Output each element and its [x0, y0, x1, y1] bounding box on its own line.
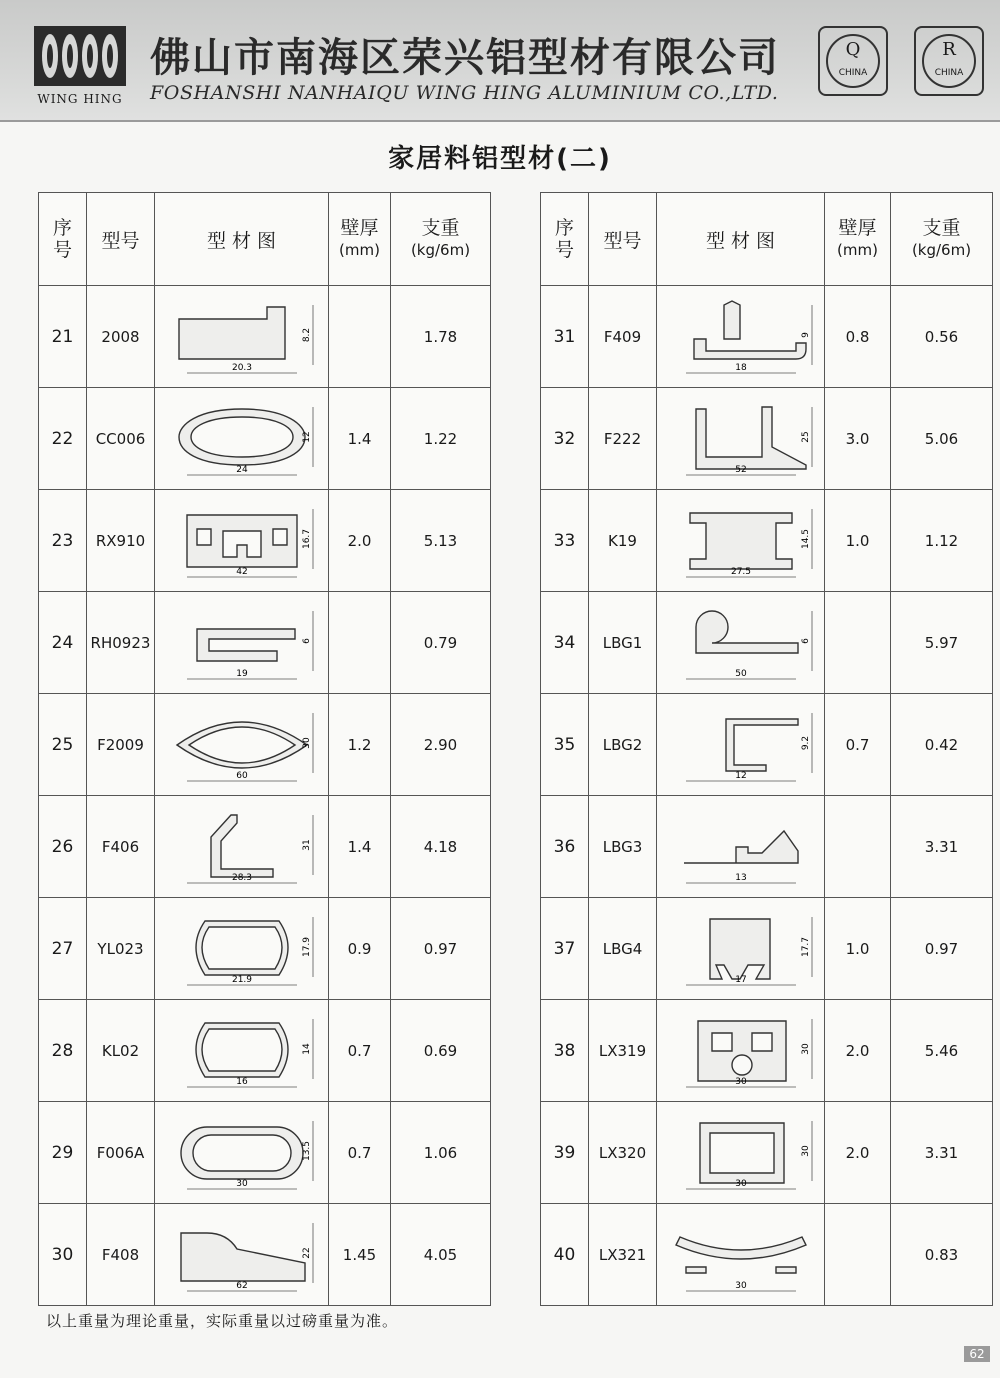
col-drawing: 型 材 图: [657, 193, 825, 286]
cell-model: K19: [589, 490, 657, 592]
logo-text: WING HING: [37, 92, 123, 106]
dimension-label: 30: [800, 1042, 811, 1055]
dimension-label: 6: [800, 637, 811, 644]
table-row: [39, 796, 491, 898]
cell-model: LBG3: [589, 796, 657, 898]
profile-outline: [196, 921, 288, 975]
cell-model: F409: [589, 286, 657, 388]
cell-weight: 3.31: [891, 1102, 993, 1204]
profile-drawing-icon: [666, 1215, 816, 1295]
dimension-label: 9.2: [800, 735, 811, 750]
profile-drawing-icon: [666, 399, 816, 479]
cell-thickness: 0.9: [329, 898, 391, 1000]
cell-weight: 0.69: [391, 1000, 491, 1102]
cell-model: 2008: [87, 286, 155, 388]
profile-drawing-icon: [167, 909, 317, 989]
cell-weight: 5.06: [891, 388, 993, 490]
profile-table-left: [38, 192, 491, 1306]
cell-drawing: [155, 1204, 329, 1306]
wing-hing-logo-icon: [34, 26, 126, 86]
page-title: 家居料铝型材(二): [388, 144, 612, 174]
cell-thickness: 1.4: [329, 796, 391, 898]
dimension-label: 14.5: [800, 528, 811, 549]
profile-outline: [696, 611, 798, 653]
dimension-label: 24: [235, 464, 248, 475]
cell-thickness: 1.0: [825, 898, 891, 1000]
r-china-cert-icon: R CHINA: [914, 26, 984, 96]
profile-outline: [726, 719, 798, 771]
table-row: [541, 286, 993, 388]
cell-weight: 1.06: [391, 1102, 491, 1204]
profile-outline: [177, 722, 307, 768]
cell-model: RH0923: [87, 592, 155, 694]
table-row: [541, 1102, 993, 1204]
cell-thickness: [329, 286, 391, 388]
cell-weight: 0.56: [891, 286, 993, 388]
profile-outline: [197, 629, 295, 661]
cell-weight: 2.90: [391, 694, 491, 796]
table-row: [39, 898, 491, 1000]
cell-no: 21: [39, 286, 87, 388]
cell-model: LX321: [589, 1204, 657, 1306]
table-row: [39, 388, 491, 490]
dimension-label: 52: [734, 464, 747, 475]
dimension-label: 60: [235, 770, 248, 781]
cell-drawing: [657, 1000, 825, 1102]
table-row: [39, 1102, 491, 1204]
cell-drawing: [155, 490, 329, 592]
profile-outline: [181, 1127, 303, 1179]
dimension-label: 6: [301, 637, 312, 644]
cell-thickness: 2.0: [825, 1102, 891, 1204]
cell-thickness: 1.4: [329, 388, 391, 490]
cell-thickness: [825, 1204, 891, 1306]
cell-drawing: [657, 388, 825, 490]
cell-drawing: [657, 490, 825, 592]
table-row: [541, 592, 993, 694]
cell-weight: 4.18: [391, 796, 491, 898]
cell-thickness: 0.7: [329, 1000, 391, 1102]
cell-no: 24: [39, 592, 87, 694]
cell-weight: 0.97: [391, 898, 491, 1000]
col-drawing: 型 材 图: [155, 193, 329, 286]
cell-model: LBG4: [589, 898, 657, 1000]
cell-no: 29: [39, 1102, 87, 1204]
dimension-label: 17.7: [800, 936, 811, 957]
dimension-label: 31: [301, 838, 312, 851]
cell-weight: 5.46: [891, 1000, 993, 1102]
page-number: 62: [964, 1346, 990, 1362]
cell-no: 33: [541, 490, 589, 592]
cell-model: F2009: [87, 694, 155, 796]
table-row: [39, 490, 491, 592]
table-header-row: [39, 193, 491, 286]
profile-drawing-icon: [167, 705, 317, 785]
profile-drawing-icon: [666, 1113, 816, 1193]
cell-no: 27: [39, 898, 87, 1000]
cell-thickness: 0.7: [825, 694, 891, 796]
cell-model: KL02: [87, 1000, 155, 1102]
cell-no: 38: [541, 1000, 589, 1102]
cell-weight: 0.97: [891, 898, 993, 1000]
cell-thickness: 3.0: [825, 388, 891, 490]
cell-no: 28: [39, 1000, 87, 1102]
cell-drawing: [657, 898, 825, 1000]
cell-model: LX319: [589, 1000, 657, 1102]
cell-model: YL023: [87, 898, 155, 1000]
cell-thickness: 1.45: [329, 1204, 391, 1306]
cell-drawing: [155, 694, 329, 796]
profile-drawing-icon: [167, 807, 317, 887]
cell-model: LBG1: [589, 592, 657, 694]
dimension-label: 13: [734, 872, 747, 883]
cell-thickness: [825, 796, 891, 898]
cell-no: 32: [541, 388, 589, 490]
table-row: [39, 286, 491, 388]
profile-drawing-icon: [666, 1011, 816, 1091]
cell-thickness: 2.0: [825, 1000, 891, 1102]
dimension-label: 30: [734, 1178, 747, 1189]
col-model: 型号: [87, 193, 155, 286]
profile-drawing-icon: [167, 297, 317, 377]
profile-outline: [211, 815, 273, 877]
profile-drawing-icon: [666, 603, 816, 683]
dimension-label: 13.5: [301, 1140, 312, 1161]
cell-drawing: [155, 1000, 329, 1102]
cell-drawing: [155, 286, 329, 388]
dimension-label: 30: [301, 736, 312, 749]
dimension-label: 30: [734, 1280, 747, 1291]
cell-drawing: [155, 796, 329, 898]
cell-weight: 0.79: [391, 592, 491, 694]
dimension-label: 12: [734, 770, 747, 781]
cell-thickness: 0.7: [329, 1102, 391, 1204]
dimension-label: 21.9: [231, 974, 252, 985]
cell-thickness: 1.2: [329, 694, 391, 796]
col-thickness: 壁厚 (mm): [329, 193, 391, 286]
cell-weight: 3.31: [891, 796, 993, 898]
dimension-label: 17.9: [301, 936, 312, 957]
cell-weight: 4.05: [391, 1204, 491, 1306]
cell-drawing: [657, 694, 825, 796]
dimension-label: 17: [734, 974, 747, 985]
cell-model: F408: [87, 1204, 155, 1306]
cell-weight: 5.97: [891, 592, 993, 694]
table-row: [541, 1000, 993, 1102]
cell-weight: 0.83: [891, 1204, 993, 1306]
col-model: 型号: [589, 193, 657, 286]
profile-outline: [710, 919, 770, 979]
profile-drawing-icon: [666, 807, 816, 887]
profile-drawing-icon: [666, 501, 816, 581]
cell-drawing: [155, 388, 329, 490]
cell-weight: 5.13: [391, 490, 491, 592]
profile-drawing-icon: [167, 501, 317, 581]
cell-no: 22: [39, 388, 87, 490]
dimension-label: 16: [235, 1076, 248, 1087]
cell-model: CC006: [87, 388, 155, 490]
profile-drawing-icon: [666, 705, 816, 785]
table-row: [541, 796, 993, 898]
cell-thickness: 1.0: [825, 490, 891, 592]
col-thickness: 壁厚 (mm): [825, 193, 891, 286]
cell-thickness: 0.8: [825, 286, 891, 388]
cell-drawing: [657, 592, 825, 694]
profile-outline: [196, 1023, 288, 1077]
cell-drawing: [155, 592, 329, 694]
cell-drawing: [657, 1204, 825, 1306]
cell-model: LBG2: [589, 694, 657, 796]
dimension-label: 20.3: [231, 362, 252, 373]
profile-drawing-icon: [666, 909, 816, 989]
cell-no: 40: [541, 1204, 589, 1306]
profile-outline: [694, 301, 806, 359]
dimension-label: 27.5: [730, 566, 751, 577]
dimension-label: 28.3: [231, 872, 252, 883]
profile-drawing-icon: [167, 399, 317, 479]
dimension-label: 62: [235, 1280, 248, 1291]
profile-drawing-icon: [167, 603, 317, 683]
profile-drawing-icon: [666, 297, 816, 377]
company-name-cn: 佛山市南海区荣兴铝型材有限公司: [150, 34, 780, 81]
page-header: [0, 0, 1000, 122]
dimension-label: 30: [235, 1178, 248, 1189]
dimension-label: 42: [235, 566, 248, 577]
weight-footnote: 以上重量为理论重量，实际重量以过磅重量为准。: [46, 1312, 399, 1330]
profile-outline: [179, 307, 285, 359]
table-row: [541, 388, 993, 490]
cell-no: 34: [541, 592, 589, 694]
dimension-label: 19: [235, 668, 248, 679]
profile-outline: [698, 1021, 786, 1081]
cell-thickness: [825, 592, 891, 694]
company-name-en: FOSHANSHI NANHAIQU WING HING ALUMINIUM CO.,LTD.: [150, 82, 779, 104]
table-row: [541, 694, 993, 796]
cell-no: 36: [541, 796, 589, 898]
table-row: [39, 1000, 491, 1102]
cell-weight: 1.22: [391, 388, 491, 490]
dimension-label: 9: [800, 331, 811, 338]
dimension-label: 18: [734, 362, 747, 373]
cell-no: 35: [541, 694, 589, 796]
cell-thickness: 2.0: [329, 490, 391, 592]
cell-model: LX320: [589, 1102, 657, 1204]
dimension-label: 12: [301, 430, 312, 443]
dimension-label: 30: [800, 1144, 811, 1157]
cell-no: 26: [39, 796, 87, 898]
profile-outline: [696, 407, 806, 469]
table-row: [39, 592, 491, 694]
cell-weight: 0.42: [891, 694, 993, 796]
profile-outline: [187, 515, 297, 567]
dimension-label: 30: [734, 1076, 747, 1087]
dimension-label: 8.2: [301, 327, 312, 342]
cell-no: 37: [541, 898, 589, 1000]
table-row: [541, 490, 993, 592]
cell-no: 30: [39, 1204, 87, 1306]
dimension-label: 22: [301, 1246, 312, 1259]
cell-drawing: [657, 286, 825, 388]
dimension-label: 14: [301, 1042, 312, 1055]
cell-no: 23: [39, 490, 87, 592]
cell-model: F222: [589, 388, 657, 490]
table-header-row: [541, 193, 993, 286]
profile-outline: [690, 513, 792, 569]
cell-model: F006A: [87, 1102, 155, 1204]
profile-drawing-icon: [167, 1113, 317, 1193]
cell-drawing: [657, 796, 825, 898]
cell-drawing: [155, 898, 329, 1000]
cell-no: 39: [541, 1102, 589, 1204]
col-no: 序 号: [541, 193, 589, 286]
q-china-cert-icon: Q CHINA: [818, 26, 888, 96]
profile-drawing-icon: [167, 1215, 317, 1295]
table-row: [39, 1204, 491, 1306]
cell-model: F406: [87, 796, 155, 898]
profile-outline: [684, 831, 798, 863]
dimension-label: 25: [800, 430, 811, 443]
cell-no: 25: [39, 694, 87, 796]
cell-drawing: [155, 1102, 329, 1204]
profile-outline: [676, 1237, 806, 1273]
cell-drawing: [657, 1102, 825, 1204]
cell-weight: 1.12: [891, 490, 993, 592]
cell-thickness: [329, 592, 391, 694]
profile-outline: [181, 1233, 305, 1281]
table-row: [39, 694, 491, 796]
table-row: [541, 1204, 993, 1306]
profile-table-right: [540, 192, 993, 1306]
col-no: 序 号: [39, 193, 87, 286]
cell-model: RX910: [87, 490, 155, 592]
cell-weight: 1.78: [391, 286, 491, 388]
col-weight: 支重 (kg/6m): [391, 193, 491, 286]
cell-no: 31: [541, 286, 589, 388]
profile-outline: [700, 1123, 784, 1183]
dimension-label: 50: [734, 668, 747, 679]
col-weight: 支重 (kg/6m): [891, 193, 993, 286]
profile-drawing-icon: [167, 1011, 317, 1091]
profile-outline: [179, 409, 305, 465]
dimension-label: 16.7: [301, 528, 312, 549]
table-row: [541, 898, 993, 1000]
